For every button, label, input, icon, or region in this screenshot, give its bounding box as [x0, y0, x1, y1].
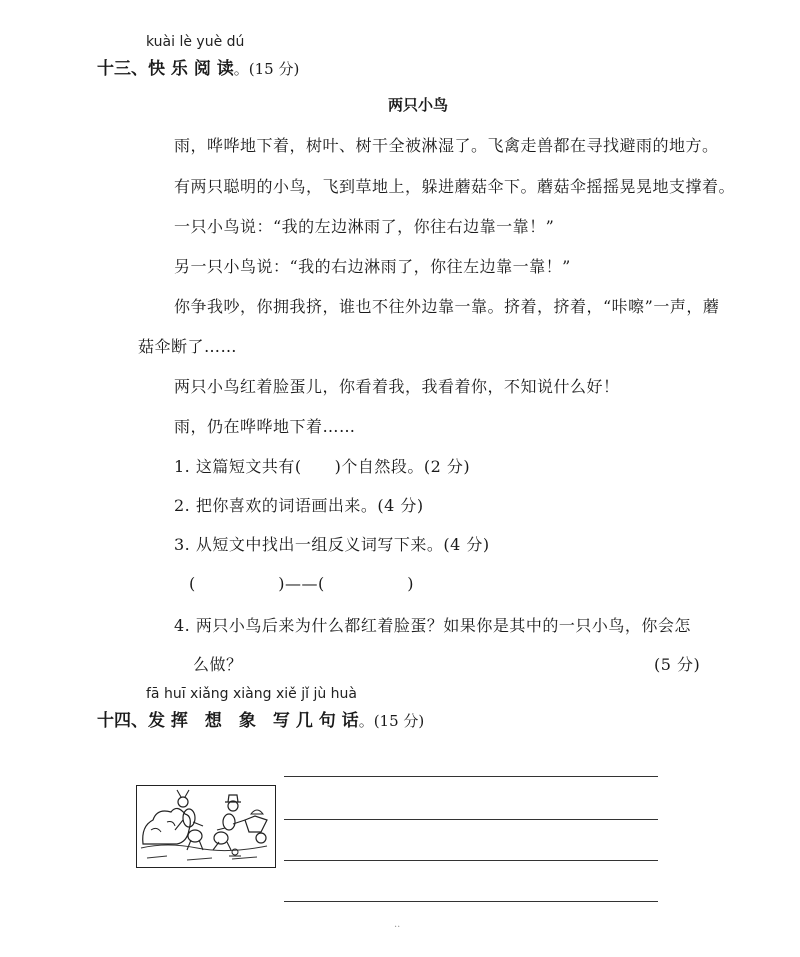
section13-points: 。(15 分): [233, 60, 300, 78]
question-3-answer-blank[interactable]: ( )——( ): [189, 574, 414, 593]
section14-heading: [97, 706, 424, 731]
story-line-2: 有两只聪明的小鸟，飞到草地上，躲进蘑菇伞下。蘑菇伞摇摇晃晃地支撑着。: [174, 177, 736, 196]
section14-heading-text: 十四、发 挥 想 象 写 几 句 话: [97, 711, 359, 731]
question-4-line-1: 4. 两只小鸟后来为什么都红着脸蛋？如果你是其中的一只小鸟，你会怎: [174, 616, 691, 635]
question-4-line-2: 么做？: [193, 655, 243, 674]
question-3: 3. 从短文中找出一组反义词写下来。(4 分): [174, 535, 490, 554]
question-4-points: (5 分): [654, 655, 701, 674]
writing-line-1[interactable]: [284, 776, 658, 777]
illustration-ants-wheelbarrow: [136, 785, 276, 868]
writing-line-4[interactable]: [284, 901, 658, 902]
story-line-7: 两只小鸟红着脸蛋儿，你看着我，我看着你，不知说什么好！: [174, 377, 620, 396]
story-line-5: 你争我吵，你拥我挤，谁也不往外边靠一靠。挤着，挤着，“咔嚓”一声，蘑: [174, 297, 720, 316]
page-mark: ··: [394, 922, 401, 933]
section14-points: 。(15 分): [358, 712, 425, 730]
story-line-8: 雨，仍在哗哗地下着……: [174, 417, 356, 436]
story-line-3: 一只小鸟说：“我的左边淋雨了，你往右边靠一靠！”: [174, 217, 555, 236]
ants-drawing-icon: [137, 786, 274, 866]
section13-heading: [97, 54, 299, 79]
writing-line-3[interactable]: [284, 860, 658, 861]
question-2: 2. 把你喜欢的词语画出来。(4 分): [174, 496, 424, 515]
question-1: 1. 这篇短文共有( )个自然段。(2 分): [174, 457, 471, 476]
story-line-4: 另一只小鸟说：“我的右边淋雨了，你往左边靠一靠！”: [174, 257, 571, 276]
story-title: 两只小鸟: [388, 96, 449, 114]
writing-line-2[interactable]: [284, 819, 658, 820]
section14-pinyin: fā huī xiǎng xiàng xiě jǐ jù huà: [146, 686, 357, 702]
section13-heading-text: 十三、快 乐 阅 读: [97, 59, 234, 79]
story-line-1: 雨，哗哗地下着，树叶、树干全被淋湿了。飞禽走兽都在寻找避雨的地方。: [174, 136, 719, 155]
section13-pinyin: kuài lè yuè dú: [146, 34, 245, 50]
story-line-6: 菇伞断了……: [138, 337, 238, 356]
